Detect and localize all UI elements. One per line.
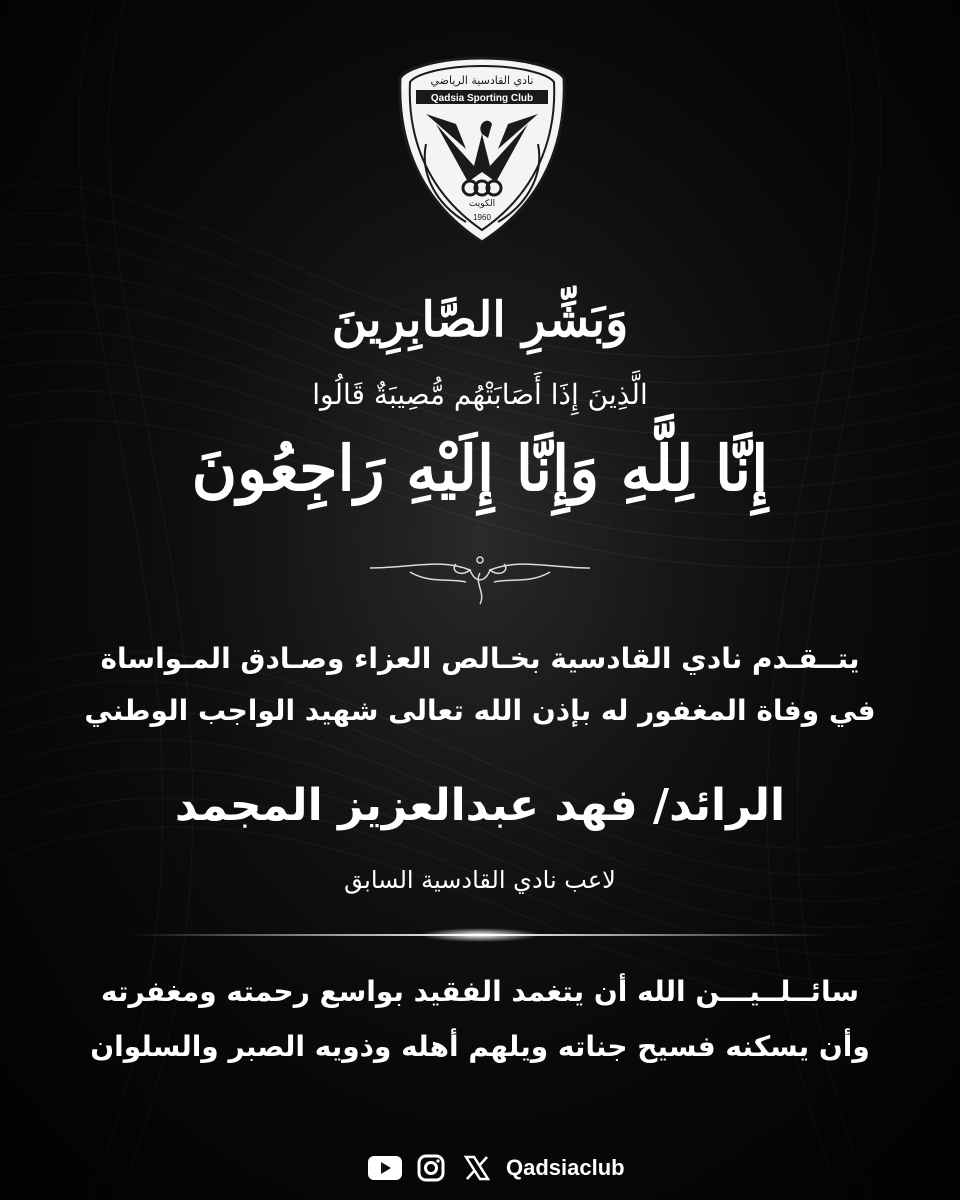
ornament-divider <box>370 548 590 606</box>
logo-year-text: 1960 <box>473 213 491 222</box>
message-line-1: يتــقـدم نادي القادسية بخـالص العزاء وصـادق المـواساة <box>100 642 860 675</box>
youtube-icon[interactable] <box>368 1151 402 1185</box>
verse-line-1: وَبَشِّرِ الصَّابِرِينَ <box>331 292 629 348</box>
logo-english-text: Qadsia Sporting Club <box>430 93 534 104</box>
logo-arabic-text: نادي القادسية الرياضي <box>430 74 534 87</box>
x-icon[interactable] <box>460 1151 494 1185</box>
verse-line-2: الَّذِينَ إِذَا أَصَابَتْهُم مُّصِيبَةٌ قَالُوا <box>312 378 648 411</box>
deceased-name: الرائد/ فهد عبدالعزيز المجمد <box>174 780 786 831</box>
deceased-subtitle: لاعب نادي القادسية السابق <box>344 866 616 894</box>
message-line-2: في وفاة المغفور له بإذن الله تعالى شهيد الواجب الوطني <box>84 694 876 727</box>
glowing-divider <box>130 928 830 942</box>
message-line-3: سائــلــيـــن الله أن يتغمد الفقيد بواسع رحمته ومغفرته <box>101 975 859 1008</box>
instagram-icon[interactable] <box>414 1151 448 1185</box>
qadsia-club-logo <box>396 54 568 246</box>
logo-country-text: الكويت <box>468 199 496 209</box>
social-handle[interactable]: Qadsiaclub <box>506 1155 625 1180</box>
message-line-4: وأن يسكنه فسيح جناته ويلهم أهله وذويه الصبر والسلوان <box>90 1030 870 1063</box>
verse-line-3: إِنَّا لِلَّهِ وَإِنَّا إِلَيْهِ رَاجِعُونَ <box>191 432 769 505</box>
social-bar <box>368 1148 628 1188</box>
